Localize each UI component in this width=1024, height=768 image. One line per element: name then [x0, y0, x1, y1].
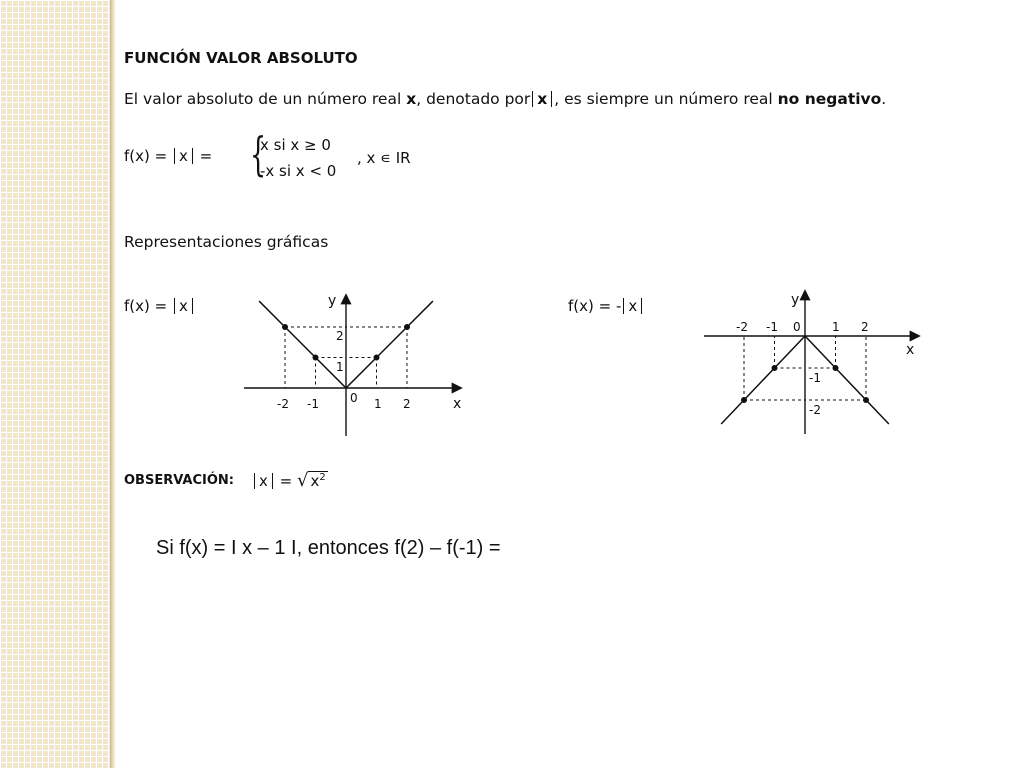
formula-domain: , x ∊ IR: [357, 149, 411, 167]
graph-b-y-tick: -2: [809, 403, 821, 417]
graph-b-y-tick: -1: [809, 371, 821, 385]
graph-b-data-point: [772, 365, 778, 371]
graph-a-label-abs: x: [174, 298, 193, 314]
formula-lhs-text: f(x) =: [124, 147, 172, 165]
graph-b-data-point: [741, 397, 747, 403]
question-text: Si f(x) = I x – 1 I, entonces f(2) – f(-1) =: [156, 537, 501, 559]
piecewise-brace: {: [250, 127, 267, 181]
formula-case-2: -x si x < 0: [260, 162, 337, 180]
graph-b-y-axis-label: y: [791, 292, 800, 308]
graph-a-x-axis-label: x: [453, 396, 462, 412]
definition-emph: no negativo: [777, 90, 882, 108]
graph-b-label-abs: x: [623, 298, 642, 314]
observation-formula: [252, 470, 328, 491]
graph-b-data-point: [833, 365, 839, 371]
graph-b-label-prefix: f(x) = -: [568, 297, 622, 315]
graph-a-y-axis-label: y: [328, 293, 337, 309]
observation-label: OBSERVACIÓN:: [124, 473, 234, 488]
graph-b-x-tick: 1: [832, 320, 840, 334]
definition-prefix: El valor absoluto de un número real: [124, 90, 402, 108]
graph-a-label-prefix: f(x) =: [124, 297, 172, 315]
graph-a-x-tick: -1: [307, 397, 319, 411]
graph-b-x-tick: -2: [736, 320, 748, 334]
graph-a-y-tick: 1: [336, 360, 344, 374]
graph-a-origin-label: 0: [350, 391, 358, 405]
definition-end: .: [881, 90, 887, 108]
definition-abs-x: x: [532, 91, 552, 107]
section-subheading: Representaciones gráficas: [124, 233, 329, 251]
graph-a-x-tick: 1: [374, 397, 382, 411]
slide-heading: FUNCIÓN VALOR ABSOLUTO: [124, 49, 358, 67]
observation-radicand: $x^2$: [310, 472, 326, 490]
formula-abs-x: x: [174, 148, 193, 164]
observation-abs-x: x: [254, 473, 273, 489]
observation-equals: =: [274, 472, 297, 490]
graph-b-x-tick: -1: [766, 320, 778, 334]
definition-var: x: [406, 90, 417, 108]
formula-case-1: x si x ≥ 0: [260, 136, 331, 154]
observation-radical: √: [297, 470, 309, 491]
graph-b-origin-label: 0: [793, 320, 801, 334]
graph-a-x-tick: -2: [277, 397, 289, 411]
graph-a-y-tick: 2: [336, 329, 344, 343]
formula-equals: =: [194, 147, 213, 165]
graph-b-x-axis-label: x: [906, 342, 915, 358]
definition-after: , es siempre un número real: [554, 90, 773, 108]
graph-b-x-tick: 2: [861, 320, 869, 334]
definition-middle: , denotado por: [416, 90, 531, 108]
graph-a-x-tick: 2: [403, 397, 411, 411]
graph-b-data-point: [863, 397, 869, 403]
observation-exponent: 2: [319, 472, 326, 483]
